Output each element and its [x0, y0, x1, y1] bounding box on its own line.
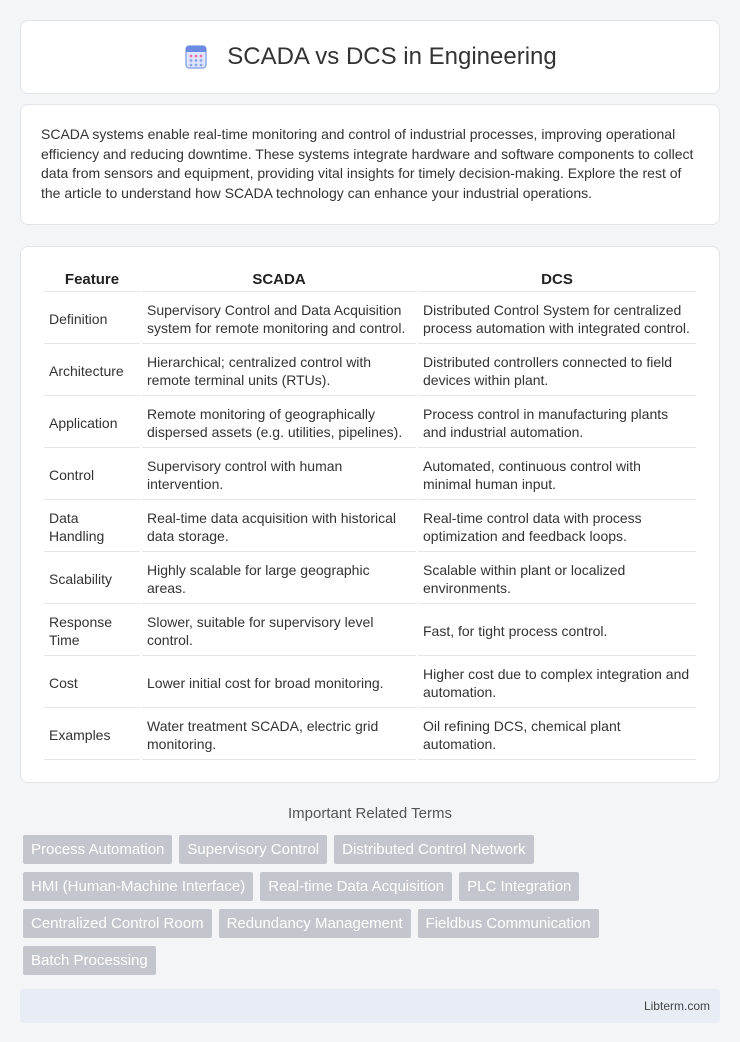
- dcs-cell: Distributed controllers connected to field devices within plant.: [418, 346, 696, 396]
- feature-cell: Response Time: [44, 606, 140, 656]
- page-title: SCADA vs DCS in Engineering: [227, 43, 557, 70]
- feature-cell: Control: [44, 450, 140, 500]
- tag-redundancy-management[interactable]: Redundancy Management: [219, 909, 411, 938]
- dcs-cell: Higher cost due to complex integration and automation.: [418, 658, 696, 708]
- table-row: [44, 398, 696, 448]
- table-row: [44, 554, 696, 604]
- calculator-icon: [183, 44, 209, 70]
- table-row: [44, 658, 696, 708]
- footer: [20, 989, 720, 1023]
- scada-cell: Supervisory control with human intervention.: [142, 450, 416, 500]
- feature-cell: Cost: [44, 658, 140, 708]
- intro-text: SCADA systems enable real-time monitoring and control of industrial processes, improving operational efficiency and reducing downtime. These systems integrate hardware and software components to collect data from sensors and equipment, providing vital insights for timely decision-making. Explore the rest of the article to understand how SCADA technology can enhance your industrial operations.: [41, 126, 694, 201]
- tag-plc-integration[interactable]: PLC Integration: [459, 872, 579, 901]
- scada-cell: Hierarchical; centralized control with remote terminal units (RTUs).: [142, 346, 416, 396]
- comparison-card: [20, 246, 720, 783]
- comparison-table: [42, 265, 698, 762]
- tag-distributed-control-network[interactable]: Distributed Control Network: [334, 835, 533, 864]
- feature-cell: Examples: [44, 710, 140, 760]
- scada-cell: Highly scalable for large geographic areas.: [142, 554, 416, 604]
- scada-cell: Real-time data acquisition with historical data storage.: [142, 502, 416, 552]
- tag-hmi[interactable]: HMI (Human-Machine Interface): [23, 872, 253, 901]
- feature-cell: Application: [44, 398, 140, 448]
- dcs-cell: Automated, continuous control with minimal human input.: [418, 450, 696, 500]
- scada-cell: Water treatment SCADA, electric grid monitoring.: [142, 710, 416, 760]
- table-row: [44, 346, 696, 396]
- dcs-cell: Real-time control data with process optimization and feedback loops.: [418, 502, 696, 552]
- scada-cell: Supervisory Control and Data Acquisition system for remote monitoring and control.: [142, 294, 416, 344]
- dcs-cell: Oil refining DCS, chemical plant automation.: [418, 710, 696, 760]
- header-feature: Feature: [44, 267, 140, 292]
- table-row: [44, 450, 696, 500]
- dcs-cell: Scalable within plant or localized environments.: [418, 554, 696, 604]
- tag-fieldbus-communication[interactable]: Fieldbus Communication: [418, 909, 599, 938]
- tag-centralized-control-room[interactable]: Centralized Control Room: [23, 909, 212, 938]
- table-row: [44, 294, 696, 344]
- dcs-cell: Process control in manufacturing plants and industrial automation.: [418, 398, 696, 448]
- table-row: [44, 502, 696, 552]
- tag-batch-processing[interactable]: Batch Processing: [23, 946, 156, 975]
- intro-card: [20, 104, 720, 225]
- table-row: [44, 710, 696, 760]
- table-row: [44, 606, 696, 656]
- footer-site-link[interactable]: Libterm.com: [643, 999, 710, 1013]
- scada-cell: Remote monitoring of geographically dispersed assets (e.g. utilities, pipelines).: [142, 398, 416, 448]
- scada-cell: Slower, suitable for supervisory level control.: [142, 606, 416, 656]
- feature-cell: Scalability: [44, 554, 140, 604]
- feature-cell: Definition: [44, 294, 140, 344]
- tag-process-automation[interactable]: Process Automation: [23, 835, 172, 864]
- feature-cell: Data Handling: [44, 502, 140, 552]
- header-card: [20, 20, 720, 94]
- feature-cell: Architecture: [44, 346, 140, 396]
- related-terms-list: [20, 835, 720, 975]
- dcs-cell: Fast, for tight process control.: [418, 606, 696, 656]
- tag-real-time-data-acquisition[interactable]: Real-time Data Acquisition: [260, 872, 452, 901]
- scada-cell: Lower initial cost for broad monitoring.: [142, 658, 416, 708]
- table-header-row: [44, 267, 696, 292]
- header-dcs: DCS: [418, 267, 696, 292]
- dcs-cell: Distributed Control System for centralized process automation with integrated control.: [418, 294, 696, 344]
- header-scada: SCADA: [142, 267, 416, 292]
- tag-supervisory-control[interactable]: Supervisory Control: [179, 835, 327, 864]
- related-terms-heading: Important Related Terms: [288, 805, 452, 822]
